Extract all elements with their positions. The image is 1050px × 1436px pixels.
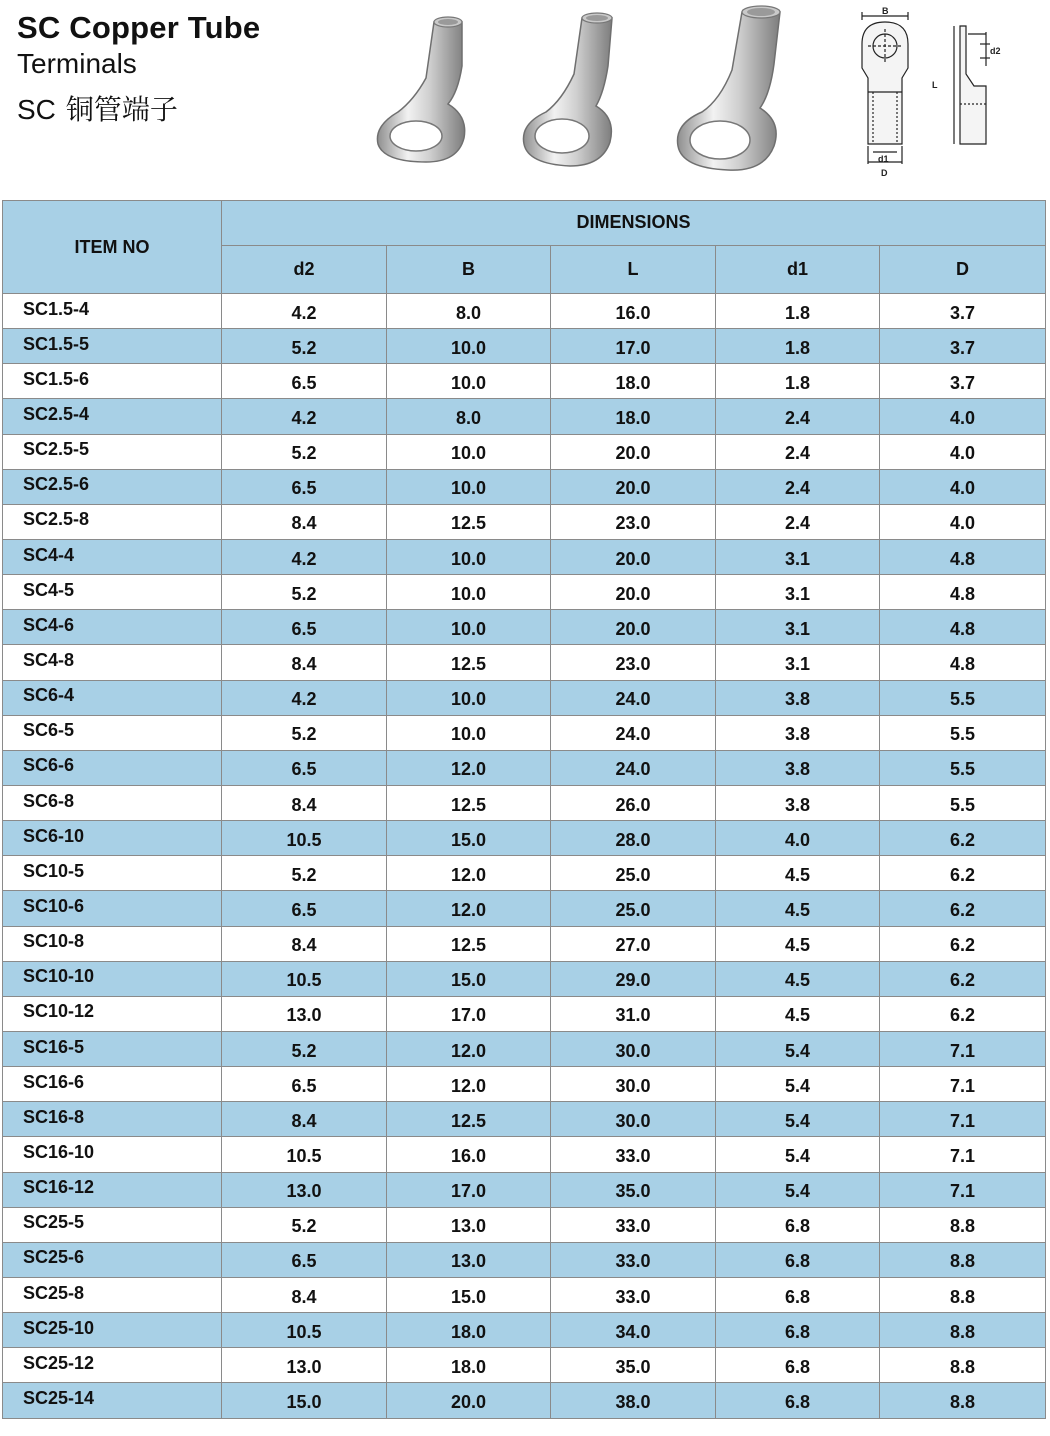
d-cell: 8.8 [880, 1348, 1046, 1383]
table-row [3, 645, 1046, 680]
table-row [3, 1277, 1046, 1312]
d2-cell: 6.5 [222, 364, 387, 399]
d-cell: 6.2 [880, 996, 1046, 1031]
b-cell: 10.0 [387, 469, 551, 504]
table-row [3, 750, 1046, 785]
table-row [3, 821, 1046, 856]
d-cell: 6.2 [880, 961, 1046, 996]
table-row [3, 575, 1046, 610]
d2-cell: 5.2 [222, 434, 387, 469]
b-cell: 10.0 [387, 575, 551, 610]
dimension-diagram [850, 4, 1010, 184]
table-row [3, 504, 1046, 539]
d2-cell: 13.0 [222, 996, 387, 1031]
diagram-label-b: B [882, 6, 889, 16]
d2-cell: 8.4 [222, 785, 387, 820]
item-no-cell: SC16-12 [3, 1172, 222, 1207]
table-row [3, 1102, 1046, 1137]
d1-cell: 5.4 [716, 1067, 880, 1102]
d1-cell: 5.4 [716, 1172, 880, 1207]
d-cell: 3.7 [880, 329, 1046, 364]
b-cell: 10.0 [387, 364, 551, 399]
item-no-cell: SC6-8 [3, 785, 222, 820]
d1-cell: 3.1 [716, 610, 880, 645]
b-cell: 10.0 [387, 610, 551, 645]
b-cell: 17.0 [387, 996, 551, 1031]
b-cell: 15.0 [387, 1277, 551, 1312]
d-cell: 7.1 [880, 1172, 1046, 1207]
b-cell: 12.0 [387, 891, 551, 926]
d1-cell: 5.4 [716, 1102, 880, 1137]
l-cell: 24.0 [551, 750, 716, 785]
d2-cell: 6.5 [222, 469, 387, 504]
d2-cell: 6.5 [222, 750, 387, 785]
d2-cell: 6.5 [222, 891, 387, 926]
item-no-cell: SC6-10 [3, 821, 222, 856]
l-cell: 23.0 [551, 645, 716, 680]
d-cell: 4.8 [880, 610, 1046, 645]
item-no-cell: SC2.5-6 [3, 469, 222, 504]
l-cell: 24.0 [551, 680, 716, 715]
d2-cell: 4.2 [222, 680, 387, 715]
d2-cell: 6.5 [222, 610, 387, 645]
d2-cell: 6.5 [222, 1242, 387, 1277]
l-cell: 30.0 [551, 1102, 716, 1137]
b-cell: 13.0 [387, 1242, 551, 1277]
item-no-cell: SC6-5 [3, 715, 222, 750]
l-cell: 20.0 [551, 434, 716, 469]
d-cell: 4.0 [880, 469, 1046, 504]
l-cell: 26.0 [551, 785, 716, 820]
column-header-d: D [880, 245, 1046, 293]
d-cell: 3.7 [880, 294, 1046, 329]
b-cell: 15.0 [387, 961, 551, 996]
d1-cell: 4.5 [716, 996, 880, 1031]
table-row [3, 399, 1046, 434]
table-row [3, 469, 1046, 504]
d-cell: 7.1 [880, 1102, 1046, 1137]
item-no-cell: SC4-4 [3, 539, 222, 574]
b-cell: 10.0 [387, 680, 551, 715]
d-cell: 3.7 [880, 364, 1046, 399]
table-body [3, 294, 1046, 1419]
table-row [3, 364, 1046, 399]
b-cell: 17.0 [387, 1172, 551, 1207]
b-cell: 10.0 [387, 539, 551, 574]
d2-cell: 6.5 [222, 1067, 387, 1102]
l-cell: 34.0 [551, 1313, 716, 1348]
page-subtitle: Terminals [17, 48, 137, 79]
l-cell: 35.0 [551, 1348, 716, 1383]
l-cell: 24.0 [551, 715, 716, 750]
d2-cell: 5.2 [222, 1207, 387, 1242]
b-cell: 8.0 [387, 399, 551, 434]
diagram-label-d: D [881, 168, 888, 178]
b-cell: 13.0 [387, 1207, 551, 1242]
d2-cell: 8.4 [222, 926, 387, 961]
b-cell: 12.5 [387, 645, 551, 680]
subtitle-cn: 铜管端子 [65, 93, 178, 126]
d2-cell: 5.2 [222, 329, 387, 364]
d-cell: 8.8 [880, 1242, 1046, 1277]
d-cell: 4.0 [880, 434, 1046, 469]
d1-cell: 5.4 [716, 1031, 880, 1066]
table-row [3, 1137, 1046, 1172]
table-row [3, 610, 1046, 645]
table-row [3, 1067, 1046, 1102]
copper-lug-image-medium [518, 8, 628, 168]
d1-cell: 2.4 [716, 434, 880, 469]
l-cell: 23.0 [551, 504, 716, 539]
d-cell: 6.2 [880, 821, 1046, 856]
d-cell: 5.5 [880, 750, 1046, 785]
column-header-d2: d2 [222, 245, 387, 293]
d2-cell: 13.0 [222, 1348, 387, 1383]
item-no-cell: SC16-5 [3, 1031, 222, 1066]
d2-cell: 5.2 [222, 575, 387, 610]
d-cell: 5.5 [880, 715, 1046, 750]
table-row [3, 1383, 1046, 1418]
b-cell: 20.0 [387, 1383, 551, 1418]
dimensions-header: DIMENSIONS [222, 201, 1046, 246]
d1-cell: 4.5 [716, 926, 880, 961]
item-no-cell: SC25-5 [3, 1207, 222, 1242]
d1-cell: 4.5 [716, 856, 880, 891]
d-cell: 6.2 [880, 891, 1046, 926]
d2-cell: 8.4 [222, 1102, 387, 1137]
l-cell: 30.0 [551, 1031, 716, 1066]
b-cell: 16.0 [387, 1137, 551, 1172]
b-cell: 18.0 [387, 1313, 551, 1348]
item-no-cell: SC2.5-8 [3, 504, 222, 539]
d-cell: 4.8 [880, 575, 1046, 610]
d1-cell: 2.4 [716, 399, 880, 434]
b-cell: 12.0 [387, 750, 551, 785]
item-no-cell: SC25-14 [3, 1383, 222, 1418]
item-no-cell: SC16-6 [3, 1067, 222, 1102]
b-cell: 18.0 [387, 1348, 551, 1383]
item-no-cell: SC6-4 [3, 680, 222, 715]
l-cell: 25.0 [551, 891, 716, 926]
table-row [3, 1172, 1046, 1207]
table-row [3, 715, 1046, 750]
d1-cell: 1.8 [716, 294, 880, 329]
b-cell: 12.5 [387, 785, 551, 820]
table-row [3, 785, 1046, 820]
d1-cell: 6.8 [716, 1313, 880, 1348]
item-no-cell: SC4-8 [3, 645, 222, 680]
d2-cell: 10.5 [222, 961, 387, 996]
b-cell: 12.5 [387, 926, 551, 961]
l-cell: 31.0 [551, 996, 716, 1031]
b-cell: 12.0 [387, 1067, 551, 1102]
l-cell: 18.0 [551, 399, 716, 434]
b-cell: 10.0 [387, 329, 551, 364]
d1-cell: 3.1 [716, 645, 880, 680]
d2-cell: 5.2 [222, 715, 387, 750]
d1-cell: 4.0 [716, 821, 880, 856]
l-cell: 20.0 [551, 575, 716, 610]
b-cell: 12.0 [387, 856, 551, 891]
l-cell: 30.0 [551, 1067, 716, 1102]
d-cell: 4.0 [880, 399, 1046, 434]
page-title: SC Copper Tube [17, 10, 261, 45]
d1-cell: 3.1 [716, 539, 880, 574]
d1-cell: 6.8 [716, 1207, 880, 1242]
d-cell: 4.0 [880, 504, 1046, 539]
table-row [3, 1348, 1046, 1383]
page-header [0, 0, 1050, 196]
l-cell: 20.0 [551, 610, 716, 645]
table-row [3, 996, 1046, 1031]
l-cell: 16.0 [551, 294, 716, 329]
l-cell: 33.0 [551, 1207, 716, 1242]
table-row [3, 1031, 1046, 1066]
b-cell: 12.5 [387, 1102, 551, 1137]
table-row [3, 926, 1046, 961]
item-no-cell: SC2.5-5 [3, 434, 222, 469]
diagram-label-d2: d2 [990, 46, 1001, 56]
d1-cell: 1.8 [716, 329, 880, 364]
d1-cell: 2.4 [716, 469, 880, 504]
table-row [3, 1207, 1046, 1242]
d1-cell: 4.5 [716, 961, 880, 996]
item-no-cell: SC2.5-4 [3, 399, 222, 434]
item-no-cell: SC10-12 [3, 996, 222, 1031]
d2-cell: 13.0 [222, 1172, 387, 1207]
d-cell: 6.2 [880, 926, 1046, 961]
d1-cell: 1.8 [716, 364, 880, 399]
b-cell: 10.0 [387, 434, 551, 469]
l-cell: 33.0 [551, 1137, 716, 1172]
d1-cell: 5.4 [716, 1137, 880, 1172]
d1-cell: 6.8 [716, 1277, 880, 1312]
specification-table [2, 200, 1046, 1419]
item-no-cell: SC4-6 [3, 610, 222, 645]
d2-cell: 4.2 [222, 539, 387, 574]
d2-cell: 10.5 [222, 1313, 387, 1348]
table-row [3, 891, 1046, 926]
d1-cell: 3.8 [716, 715, 880, 750]
table-row [3, 294, 1046, 329]
d2-cell: 10.5 [222, 821, 387, 856]
subtitle-prefix: SC [17, 94, 56, 125]
item-no-cell: SC10-10 [3, 961, 222, 996]
d-cell: 7.1 [880, 1031, 1046, 1066]
table-row [3, 1242, 1046, 1277]
b-cell: 10.0 [387, 715, 551, 750]
d2-cell: 8.4 [222, 1277, 387, 1312]
d-cell: 7.1 [880, 1137, 1046, 1172]
item-no-cell: SC10-8 [3, 926, 222, 961]
d2-cell: 15.0 [222, 1383, 387, 1418]
column-header-b: B [387, 245, 551, 293]
table-row [3, 856, 1046, 891]
item-no-cell: SC25-6 [3, 1242, 222, 1277]
d-cell: 4.8 [880, 645, 1046, 680]
table-row [3, 329, 1046, 364]
d1-cell: 6.8 [716, 1383, 880, 1418]
item-no-cell: SC16-8 [3, 1102, 222, 1137]
d1-cell: 4.5 [716, 891, 880, 926]
d1-cell: 6.8 [716, 1242, 880, 1277]
l-cell: 18.0 [551, 364, 716, 399]
table-row [3, 539, 1046, 574]
page-subtitle-chinese [17, 88, 178, 128]
b-cell: 15.0 [387, 821, 551, 856]
column-header-d1: d1 [716, 245, 880, 293]
item-no-cell: SC25-8 [3, 1277, 222, 1312]
d-cell: 8.8 [880, 1313, 1046, 1348]
l-cell: 38.0 [551, 1383, 716, 1418]
item-no-cell: SC10-5 [3, 856, 222, 891]
column-header-l: L [551, 245, 716, 293]
table-row [3, 1313, 1046, 1348]
d-cell: 6.2 [880, 856, 1046, 891]
l-cell: 29.0 [551, 961, 716, 996]
item-no-cell: SC1.5-5 [3, 329, 222, 364]
d-cell: 8.8 [880, 1277, 1046, 1312]
d2-cell: 5.2 [222, 1031, 387, 1066]
d2-cell: 5.2 [222, 856, 387, 891]
d1-cell: 3.8 [716, 680, 880, 715]
d-cell: 7.1 [880, 1067, 1046, 1102]
l-cell: 17.0 [551, 329, 716, 364]
d1-cell: 3.1 [716, 575, 880, 610]
item-no-cell: SC1.5-4 [3, 294, 222, 329]
item-no-cell: SC25-12 [3, 1348, 222, 1383]
table-row [3, 680, 1046, 715]
d-cell: 4.8 [880, 539, 1046, 574]
d1-cell: 2.4 [716, 504, 880, 539]
item-no-cell: SC16-10 [3, 1137, 222, 1172]
item-no-cell: SC10-6 [3, 891, 222, 926]
d2-cell: 8.4 [222, 504, 387, 539]
item-no-cell: SC4-5 [3, 575, 222, 610]
b-cell: 8.0 [387, 294, 551, 329]
table-row [3, 434, 1046, 469]
l-cell: 28.0 [551, 821, 716, 856]
copper-lug-image-large [672, 4, 792, 174]
b-cell: 12.5 [387, 504, 551, 539]
l-cell: 25.0 [551, 856, 716, 891]
d2-cell: 10.5 [222, 1137, 387, 1172]
l-cell: 33.0 [551, 1277, 716, 1312]
l-cell: 35.0 [551, 1172, 716, 1207]
copper-lug-image-small [372, 6, 482, 166]
d1-cell: 3.8 [716, 785, 880, 820]
table-row [3, 961, 1046, 996]
d-cell: 5.5 [880, 785, 1046, 820]
item-no-cell: SC1.5-6 [3, 364, 222, 399]
d-cell: 8.8 [880, 1383, 1046, 1418]
item-no-header: ITEM NO [3, 201, 222, 294]
item-no-cell: SC6-6 [3, 750, 222, 785]
l-cell: 20.0 [551, 539, 716, 574]
diagram-label-l: L [932, 80, 938, 90]
d2-cell: 4.2 [222, 399, 387, 434]
d2-cell: 8.4 [222, 645, 387, 680]
d-cell: 8.8 [880, 1207, 1046, 1242]
d1-cell: 3.8 [716, 750, 880, 785]
d-cell: 5.5 [880, 680, 1046, 715]
item-no-cell: SC25-10 [3, 1313, 222, 1348]
l-cell: 20.0 [551, 469, 716, 504]
l-cell: 33.0 [551, 1242, 716, 1277]
diagram-label-d1: d1 [878, 154, 889, 164]
l-cell: 27.0 [551, 926, 716, 961]
d1-cell: 6.8 [716, 1348, 880, 1383]
b-cell: 12.0 [387, 1031, 551, 1066]
d2-cell: 4.2 [222, 294, 387, 329]
